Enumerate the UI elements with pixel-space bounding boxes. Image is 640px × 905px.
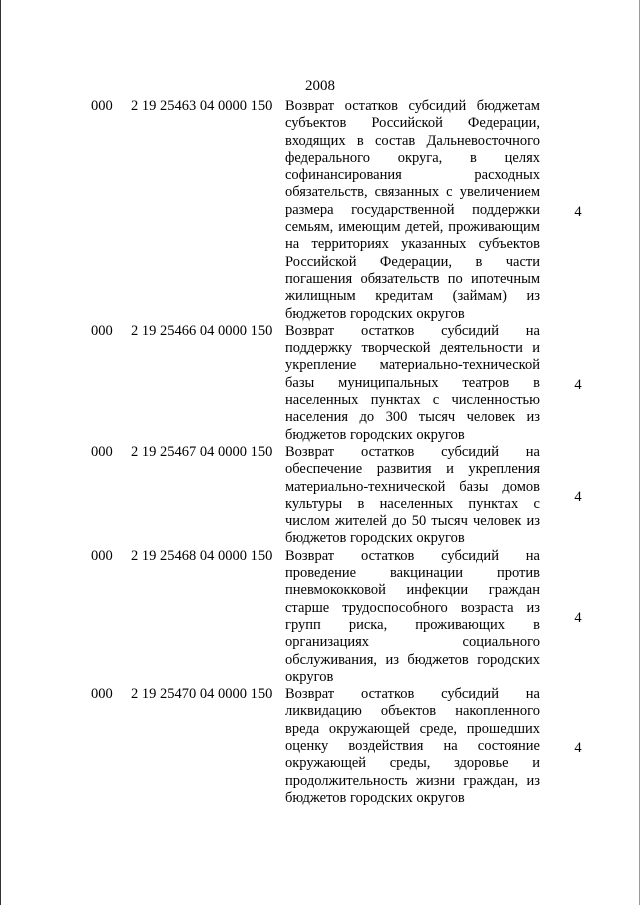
row-description xyxy=(285,323,540,444)
description-line: продолжительность жизни граждан, из xyxy=(285,772,540,789)
table-row xyxy=(0,686,640,807)
admin-code: 000 xyxy=(91,443,113,460)
description-line: обязательств, связанных с увеличением xyxy=(285,184,540,201)
amount-value: 4 xyxy=(574,610,582,627)
description-line: культуры в населенных пунктах с xyxy=(285,495,540,512)
description-line: Возврат остатков субсидий бюджетам xyxy=(285,98,540,114)
admin-code: 000 xyxy=(91,322,113,339)
admin-code: 000 xyxy=(91,98,113,114)
description-line: семьям, имеющим детей, проживающим xyxy=(285,219,540,236)
description-line: числом жителей до 50 тысяч человек из xyxy=(285,513,540,530)
table-row xyxy=(0,444,640,548)
description-line: укрепление материально-технической xyxy=(285,357,540,374)
description-line: ликвидацию объектов накопленного xyxy=(285,703,540,720)
description-line: организациях социального xyxy=(285,634,540,651)
description-line: старше трудоспособного возраста из xyxy=(285,599,540,616)
description-line: оценку воздействия на состояние xyxy=(285,738,540,755)
description-line: Возврат остатков субсидий на xyxy=(285,443,540,460)
description-line: Возврат остатков субсидий на xyxy=(285,686,540,703)
description-line: пневмококковой инфекции граждан xyxy=(285,582,540,599)
description-line: проведение вакцинации против xyxy=(285,565,540,582)
budget-classification-code: 2 19 25468 04 0000 150 xyxy=(131,547,273,564)
description-line: групп риска, проживающих в xyxy=(285,616,540,633)
description-line: населения до 300 тысяч человек из xyxy=(285,409,540,426)
table-row xyxy=(0,548,640,686)
description-line: размера государственной поддержки xyxy=(285,201,540,218)
description-line: бюджетов городских округов xyxy=(285,789,465,806)
budget-classification-code: 2 19 25470 04 0000 150 xyxy=(131,686,273,703)
budget-classification-code: 2 19 25463 04 0000 150 xyxy=(131,98,273,114)
table-row xyxy=(0,98,640,323)
description-line: Возврат остатков субсидий на xyxy=(285,547,540,564)
description-line: поддержку творческой деятельности и xyxy=(285,340,540,357)
description-line: бюджетов городских округов xyxy=(285,426,465,443)
description-line: федерального округа, в целях xyxy=(285,149,540,166)
description-line: Возврат остатков субсидий на xyxy=(285,322,540,339)
description-line: на территориях указанных субъектов xyxy=(285,236,540,253)
row-description xyxy=(285,444,540,548)
description-line: населенных пунктах с численностью xyxy=(285,392,540,409)
amount-value: 4 xyxy=(574,489,582,506)
description-line: округов xyxy=(285,668,334,685)
description-line: окружающей среды, здоровье и xyxy=(285,755,540,772)
budget-classification-code: 2 19 25467 04 0000 150 xyxy=(131,443,273,460)
budget-code-table xyxy=(0,98,640,807)
description-line: базы муниципальных театров в xyxy=(285,374,540,391)
description-line: входящих в состав Дальневосточного xyxy=(285,132,540,149)
amount-value: 4 xyxy=(574,376,582,393)
amount-value: 4 xyxy=(574,203,582,220)
admin-code: 000 xyxy=(91,547,113,564)
description-line: погашения обязательств по ипотечным xyxy=(285,270,540,287)
row-description xyxy=(285,686,540,807)
description-line: вреда окружающей среде, прошедших xyxy=(285,720,540,737)
amount-value: 4 xyxy=(574,740,582,757)
description-line: Российской Федерации, в части xyxy=(285,253,540,270)
description-line: бюджетов городских округов xyxy=(285,305,465,322)
description-line: обслуживания, из бюджетов городских xyxy=(285,651,540,668)
description-line: обеспечение развития и укрепления xyxy=(285,461,540,478)
admin-code: 000 xyxy=(91,686,113,703)
budget-classification-code: 2 19 25466 04 0000 150 xyxy=(131,322,273,339)
description-line: бюджетов городских округов xyxy=(285,530,465,547)
description-line: материально-технической базы домов xyxy=(285,478,540,495)
row-description xyxy=(285,98,540,323)
row-description xyxy=(285,548,540,686)
description-line: субъектов Российской Федерации, xyxy=(285,115,540,132)
page-number: 2008 xyxy=(305,78,335,94)
table-row xyxy=(0,323,640,444)
description-line: жилищным кредитам (займам) из xyxy=(285,288,540,305)
description-line: софинансирования расходных xyxy=(285,167,540,184)
